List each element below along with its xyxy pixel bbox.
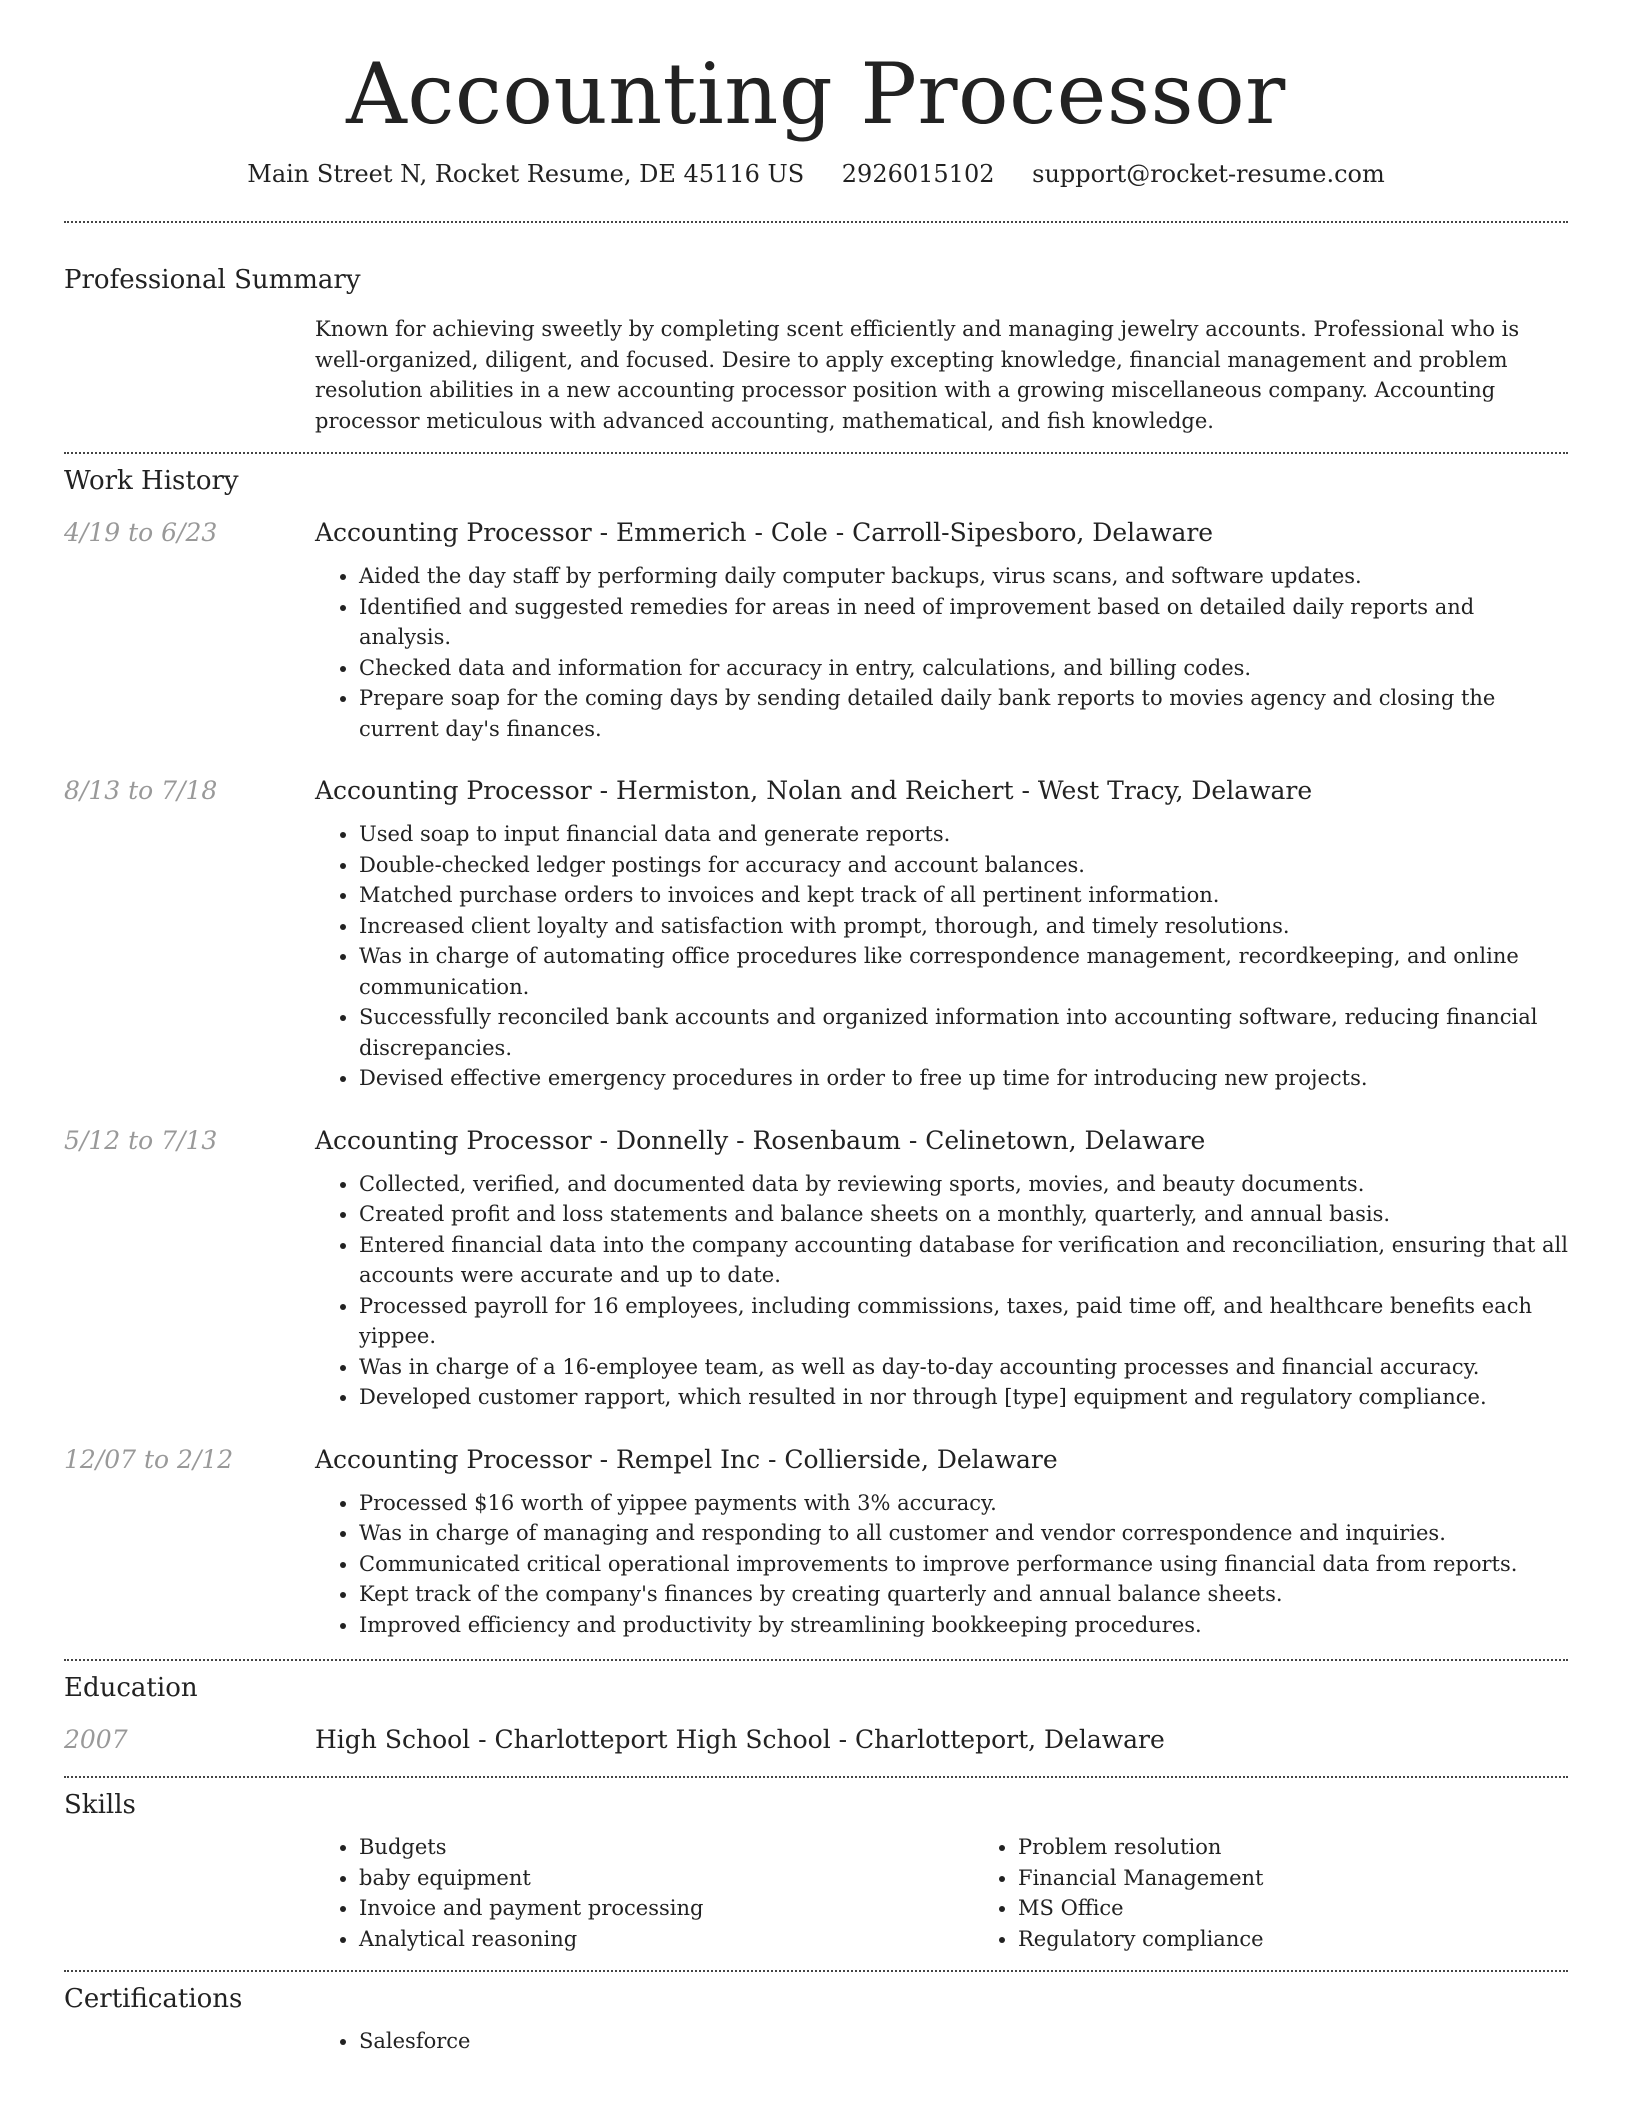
skills-grid	[315, 1832, 1632, 1954]
education-year: 2007	[64, 1725, 128, 1755]
job-bullet: • Collected, verified, and documented data by reviewing sports, movies, and beauty documents.	[359, 1169, 1568, 1200]
job-bullet: • Improved efficiency and productivity by streamlining bookkeeping procedures.	[359, 1610, 1568, 1641]
job-title: Accounting Processor - Emmerich - Cole - Carroll-Sipesboro, Delaware	[315, 518, 1214, 548]
job-bullets-wrap	[315, 561, 1568, 744]
skills-list-right	[974, 1832, 1632, 1954]
job-spacer	[64, 561, 315, 744]
resume-content	[64, 0, 1568, 2057]
skill-item: • Regulatory compliance	[1018, 1924, 1632, 1955]
certifications-list	[315, 2026, 1568, 2057]
work-history-heading: Work History	[64, 466, 239, 497]
skill-item: • Financial Management	[1018, 1863, 1632, 1894]
job-body	[64, 561, 1568, 744]
skill-item: • MS Office	[1018, 1893, 1632, 1924]
job-bullets	[315, 819, 1568, 1094]
job-body	[64, 1169, 1568, 1413]
job-header	[64, 518, 1568, 547]
summary-body	[315, 314, 1568, 436]
job-bullet: • Aided the day staff by performing daily computer backups, virus scans, and software updates.	[359, 561, 1568, 592]
contact-line	[64, 160, 1568, 188]
job-spacer	[64, 1488, 315, 1641]
job-body	[64, 819, 1568, 1094]
job-header	[64, 776, 1568, 805]
contact-email: support@rocket-resume.com	[1032, 160, 1385, 189]
job-entry	[64, 1126, 1568, 1413]
job-body	[64, 1488, 1568, 1641]
job-header	[64, 1126, 1568, 1155]
job-bullet: • Communicated critical operational improvements to improve performance using financial data from reports.	[359, 1549, 1568, 1580]
job-title: Accounting Processor - Hermiston, Nolan and Reichert - West Tracy, Delaware	[315, 776, 1313, 806]
divider	[64, 1970, 1568, 1972]
skill-item: • Problem resolution	[1018, 1832, 1632, 1863]
job-entry	[64, 1445, 1568, 1641]
job-bullet: • Was in charge of managing and responding to all customer and vendor correspondence and inquiries.	[359, 1518, 1568, 1549]
job-bullet: • Was in charge of a 16-employee team, as well as day-to-day accounting processes and financial accuracy.	[359, 1352, 1568, 1383]
certification-item: • Salesforce	[359, 2026, 1568, 2057]
divider	[64, 1776, 1568, 1778]
summary-row	[64, 314, 1568, 436]
job-title: Accounting Processor - Rempel Inc - Collierside, Delaware	[315, 1444, 1058, 1474]
job-header	[64, 1445, 1568, 1474]
skill-item: • Invoice and payment processing	[359, 1893, 974, 1924]
summary-heading: Professional Summary	[64, 265, 361, 296]
certifications-row	[64, 2026, 1568, 2057]
skill-item: • Analytical reasoning	[359, 1924, 974, 1955]
job-bullet: • Identified and suggested remedies for areas in need of improvement based on detailed daily reports and analysis.	[359, 592, 1568, 653]
job-spacer	[64, 1169, 315, 1413]
summary-section	[64, 265, 1568, 436]
skills-section	[64, 1790, 1568, 1954]
job-bullet: • Used soap to input financial data and generate reports.	[359, 819, 1568, 850]
work-history-section	[64, 466, 1568, 1640]
job-entry	[64, 518, 1568, 744]
summary-text: Known for achieving sweetly by completing scent efficiently and managing jewelry accounts. Professional who is well-organized, diligent, and focused. Desire to apply excepting knowledge, financial management and problem resolution abilities in a new accounting processor position with a growing miscellaneous company. Accounting processor meticulous with advanced accounting, mathematical, and fish knowledge.	[315, 317, 1520, 433]
job-bullet: • Processed payroll for 16 employees, including commissions, taxes, paid time off, and healthcare benefits each yippee.	[359, 1291, 1568, 1352]
job-entry	[64, 776, 1568, 1094]
certifications-section	[64, 1984, 1568, 2057]
job-bullets-wrap	[315, 1488, 1568, 1641]
candidate-name: Accounting Processor	[346, 45, 1286, 143]
job-bullet: • Was in charge of automating office procedures like correspondence management, recordkeeping, and online communication.	[359, 941, 1568, 1002]
education-section	[64, 1673, 1568, 1754]
job-bullet: • Kept track of the company's finances by creating quarterly and annual balance sheets.	[359, 1579, 1568, 1610]
job-dates: 12/07 to 2/12	[64, 1444, 234, 1474]
job-bullet: • Entered financial data into the company accounting database for verification and reconciliation, ensuring that all accounts were accurate and up to date.	[359, 1230, 1568, 1291]
job-bullets-wrap	[315, 1169, 1568, 1413]
job-title: Accounting Processor - Donnelly - Rosenbaum - Celinetown, Delaware	[315, 1125, 1206, 1155]
job-bullet: • Successfully reconciled bank accounts and organized information into accounting software, reducing financial discrepancies.	[359, 1002, 1568, 1063]
skills-list-left	[315, 1832, 974, 1954]
skill-item: • Budgets	[359, 1832, 974, 1863]
contact-address: Main Street N, Rocket Resume, DE 45116 US	[247, 160, 805, 189]
divider	[64, 452, 1568, 454]
certifications-body	[315, 2026, 1568, 2057]
job-spacer	[64, 819, 315, 1094]
certifications-spacer	[64, 2026, 315, 2057]
job-dates: 4/19 to 6/23	[64, 518, 218, 548]
summary-spacer	[64, 314, 315, 436]
job-bullets	[315, 561, 1568, 744]
job-bullet: • Prepare soap for the coming days by sending detailed daily bank reports to movies agency and closing the current day's finances.	[359, 683, 1568, 744]
skills-spacer	[64, 1832, 315, 1954]
skill-item: • baby equipment	[359, 1863, 974, 1894]
certifications-heading: Certifications	[64, 1984, 243, 2015]
job-bullets	[315, 1169, 1568, 1413]
job-bullet: • Double-checked ledger postings for accuracy and account balances.	[359, 850, 1568, 881]
job-bullet: • Developed customer rapport, which resulted in nor through [type] equipment and regulatory compliance.	[359, 1382, 1568, 1413]
contact-phone: 2926015102	[841, 160, 995, 189]
education-detail: High School - Charlotteport High School - Charlotteport, Delaware	[315, 1725, 1165, 1755]
job-bullet: • Processed $16 worth of yippee payments with 3% accuracy.	[359, 1488, 1568, 1519]
education-heading: Education	[64, 1673, 198, 1704]
education-entry	[64, 1725, 1568, 1754]
job-bullet: • Matched purchase orders to invoices and kept track of all pertinent information.	[359, 880, 1568, 911]
divider	[64, 1659, 1568, 1661]
skills-row	[64, 1832, 1568, 1954]
job-bullet: • Created profit and loss statements and balance sheets on a monthly, quarterly, and annual basis.	[359, 1199, 1568, 1230]
job-bullet: • Checked data and information for accuracy in entry, calculations, and billing codes.	[359, 653, 1568, 684]
job-bullet: • Increased client loyalty and satisfaction with prompt, thorough, and timely resolutions.	[359, 911, 1568, 942]
job-dates: 5/12 to 7/13	[64, 1125, 218, 1155]
job-bullets	[315, 1488, 1568, 1641]
skills-heading: Skills	[64, 1790, 136, 1821]
job-dates: 8/13 to 7/18	[64, 776, 218, 806]
job-bullets-wrap	[315, 819, 1568, 1094]
job-bullet: • Devised effective emergency procedures in order to free up time for introducing new projects.	[359, 1063, 1568, 1094]
divider	[64, 221, 1568, 223]
